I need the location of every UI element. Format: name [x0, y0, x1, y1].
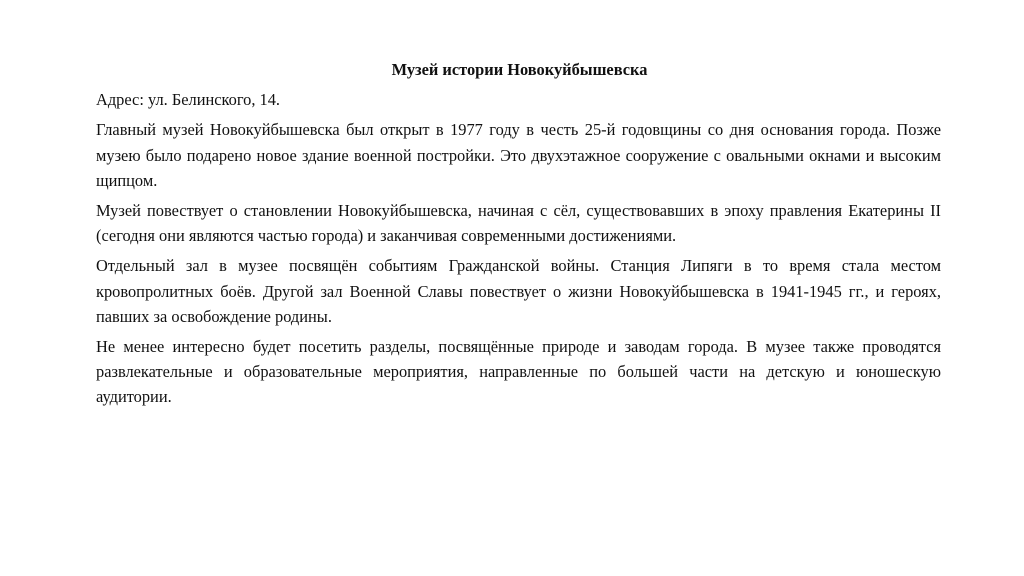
events-paragraph: Не менее интересно будет посетить разделы, посвящённые природе и заводам города. В музее также проводятся развлекательные и образовательные мероприятия, направленные по большей части на детскую и юношескую аудитории. — [96, 337, 941, 407]
document-page — [96, 57, 941, 415]
history-paragraph: Главный музей Новокуйбышевска был открыт в 1977 году в честь 25-й годовщины со дня основания города. Позже музею было подарено новое здание военной постройки. Это двухэтажное сооружение с овальными окнами и высоким щипцом. — [96, 120, 941, 190]
exhibits-paragraph: Музей повествует о становлении Новокуйбышевска, начиная с сёл, существовавших в эпоху правления Екатерины II (сегодня они являются частью города) и заканчивая современными достижениями. — [96, 201, 941, 246]
war-halls-paragraph: Отдельный зал в музее посвящён событиям Гражданской войны. Станция Липяги в то время стала местом кровопролитных боёв. Другой зал Военной Славы повествует о жизни Новокуйбышевска в 1941-1945 гг., и героях, павших за освобождение родины. — [96, 256, 941, 326]
document-title: Музей истории Новокуйбышевска — [391, 60, 648, 79]
address-paragraph: Адрес: ул. Белинского, 14. — [96, 90, 281, 110]
